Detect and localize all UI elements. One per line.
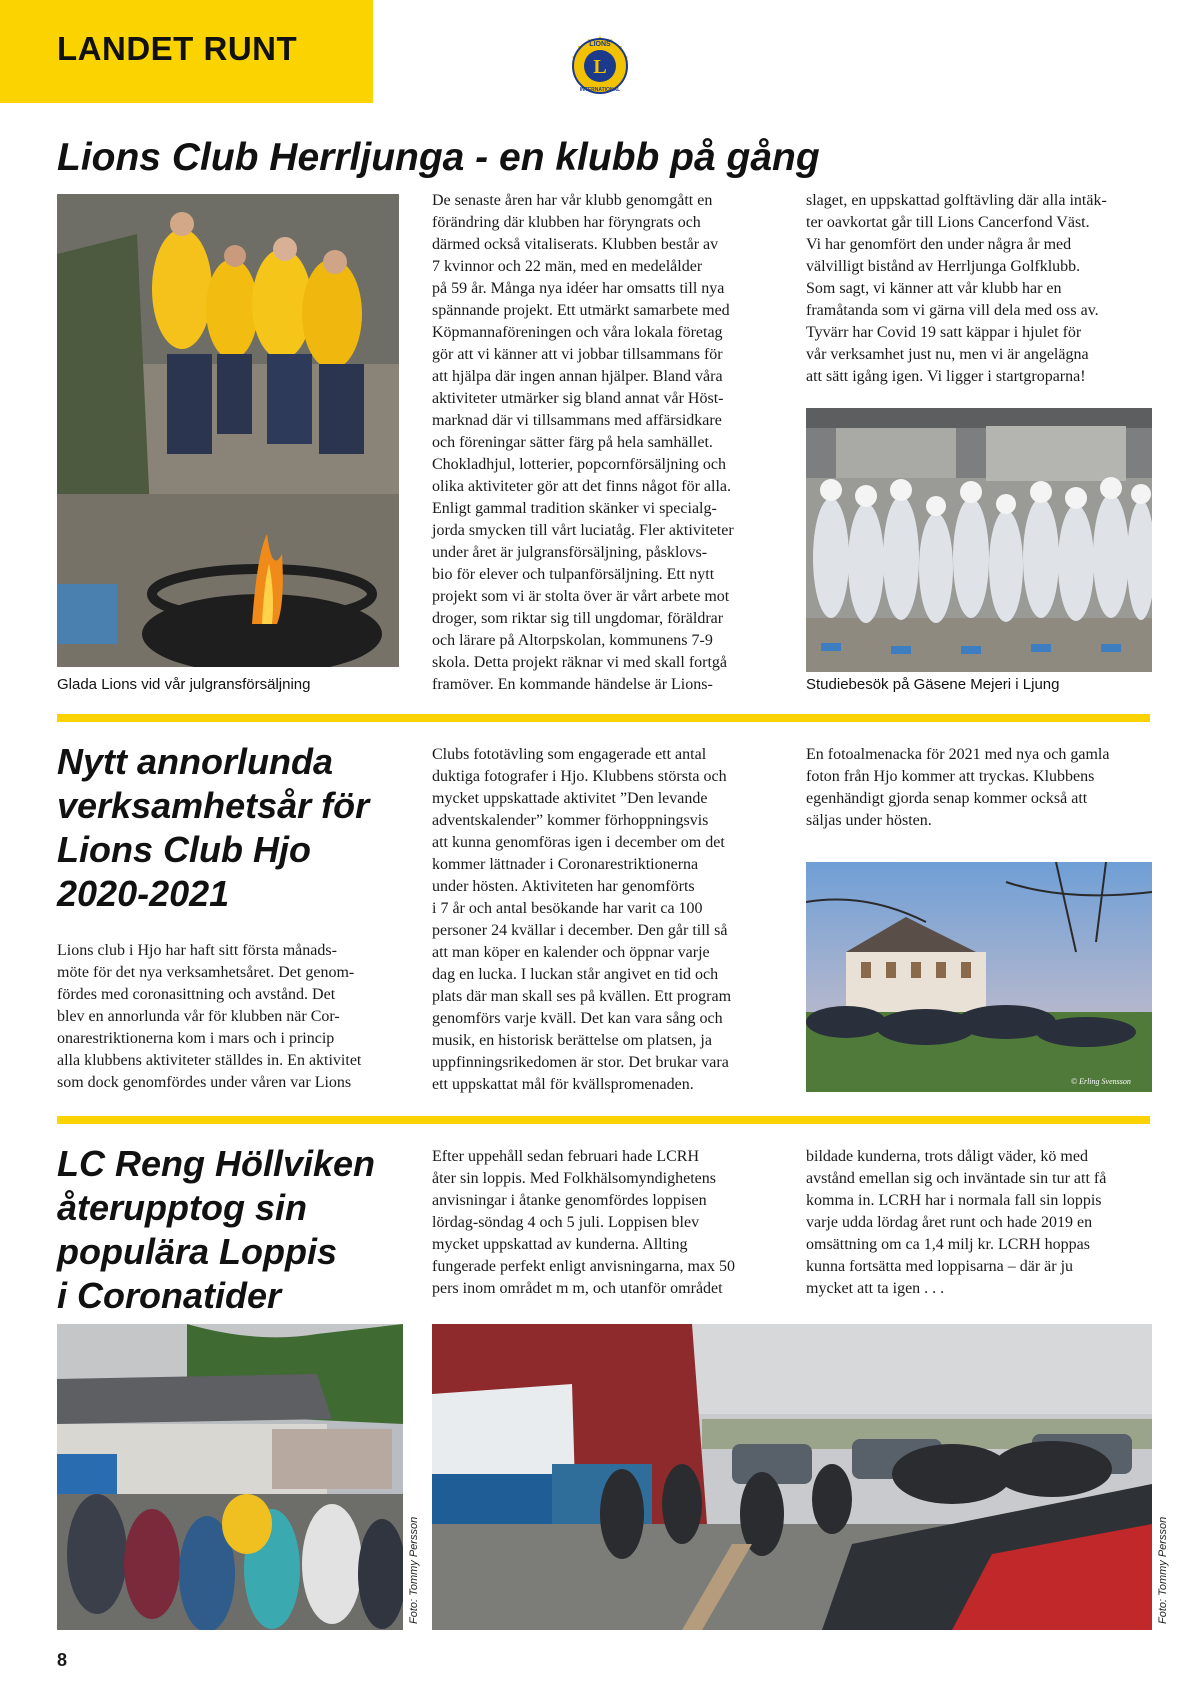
logo-text-bottom: INTERNATIONAL (579, 87, 621, 93)
photo-christmas-tree-sale (57, 194, 399, 667)
logo-letter: L (593, 56, 607, 78)
article3-title: LC Reng Höllviken återupptog sin populära Loppis i Coronatider (57, 1143, 376, 1316)
photo-dairy-visit (806, 408, 1152, 672)
article2-title: Nytt annorlunda verksamhetsår för Lions Club Hjo 2020-2021 (57, 741, 370, 914)
article3-column-2: bildade kunderna, trots dåligt väder, kö med avstånd emellan sig och inväntade sin tur att få komma in. LCRH har i normala fall sin loppis varje udda lördag året runt och hade 2019 en omsättning om ca 1,4 milj kr. LCRH hoppas kunna fortsätta med loppisarna – där är ju mycket att ta igen . . . (806, 1148, 1107, 1297)
page-number: 8 (57, 1650, 68, 1670)
photo4-credit: Foto: Tommy Persson (1157, 1516, 1169, 1624)
section-divider-1 (57, 714, 1150, 722)
article3-column-1: Efter uppehåll sedan februari hade LCRH åter sin loppis. Med Folkhälsomyndighetens anvisningar i åtanke genomfördes loppisen lördag-söndag 4 och 5 juli. Loppisen blev mycket uppskattad av kunderna. Allting fungerade perfekt enligt anvisningarna, max 50 pers inom området m m, och utanför området (432, 1148, 735, 1297)
photo3-credit: Foto: Tommy Persson (408, 1516, 420, 1624)
section-label: LANDET RUNT (57, 30, 298, 67)
photo1-caption: Glada Lions vid vår julgransförsäljning (57, 676, 311, 693)
section-divider-2 (57, 1116, 1150, 1124)
logo-text-top: LIONS (589, 41, 611, 48)
photo-advent-gathering (806, 862, 1152, 1092)
photo-signature: © Erling Svensson (1071, 1077, 1131, 1086)
article1-column-2: slaget, en uppskattad golftävling där alla intäk- ter oavkortat går till Lions Cancerfond Väst. Vi har genomfört den under några år med välvilligt bistånd av Herrljunga Golfklubb. Som sagt, vi känner att vår klubb har en framåtanda som vi gärna vill dela med oss av. Tyvärr har Covid 19 satt käppar i hjulet för vår verksamhet just nu, men vi är angelägna att sätt igång igen. Vi ligger i startgroparna! (806, 192, 1107, 385)
article2-column-2: Clubs fototävling som engagerade ett antal duktiga fotografer i Hjo. Klubbens största och mycket uppskattade aktivitet ”Den levande adventskalender” kommer förhoppningsvis att kunna genomföras igen i december om det kommer lättnader i Coronarestriktionerna under hösten. Aktiviteten har genomförts i 7 år och antal besökande har varit ca 100 personer 24 kvällar i december. Den går till så att man köper en kalender och öppnar varje dag en lucka. I luckan står angivet en tid och plats där man skall ses på kvällen. Ett program genomförs varje kväll. Det kan vara sång och musik, en historisk berättelse om platsen, ja uppfinningsrikedomen är stor. Det brukar vara ett uppskattat mål för kvällspromenaden. (432, 746, 732, 1093)
section-tab (0, 0, 373, 103)
photo2-caption: Studiebesök på Gäsene Mejeri i Ljung (806, 676, 1060, 693)
article1-title: Lions Club Herrljunga - en klubb på gång (57, 136, 820, 179)
article2-column-3: En fotoalmenacka för 2021 med nya och gamla foton från Hjo kommer att tryckas. Klubbens egenhändigt gjorda senap kommer också att säljas under hösten. (806, 746, 1110, 829)
photo-loppis-queue (432, 1324, 1152, 1630)
photo-flea-market (57, 1324, 403, 1630)
article1-column-1: De senaste åren har vår klubb genomgått en förändring där klubben har föryngrats och därmed också vitaliserats. Klubben består av 7 kvinnor och 22 män, med en medelålder på 59 år. Många nya idéer har omsatts till nya spännande projekt. Ett utmärkt samarbete med Köpmannaföreningen och våra lokala företag gör att vi känner att vi jobbar tillsammans för att hjälpa där ingen annan hjälper. Bland våra aktiviteter utmärker sig bland annat vår Höst- marknad där vi tillsammans med affärsidkare och föreningar sätter färg på hela samhället. Chokladhjul, lotterier, popcornförsäljning och olika aktiviteter gör att det finns något för alla. Enligt gammal tradition skänker vi specialg- jorda smycken till vårt luciatåg. Fler aktiviteter under året är julgransförsäljning, påsklovs- bio för elever och tulpanförsäljning. Ett nytt projekt som vi är stolta över är vårt arbete mot droger, som riktar sig till ungdomar, föräldrar och lärare på Altorpskolan, kommunens 7-9 skola. Detta projekt räknar vi med skall fortgå framöver. En kommande händelse är Lions- (432, 192, 734, 693)
article2-column-1: Lions club i Hjo har haft sitt första månads- möte för det nya verksamhetsåret. Det genom- fördes med coronasittning och avstånd. Det blev en annorlunda vår för klubben när Cor- onarestriktionerna kom i mars och i princip alla klubbens aktiviteter ställdes in. En aktivitet som dock genomfördes under våren var Lions (57, 942, 362, 1091)
lions-logo (565, 28, 635, 104)
